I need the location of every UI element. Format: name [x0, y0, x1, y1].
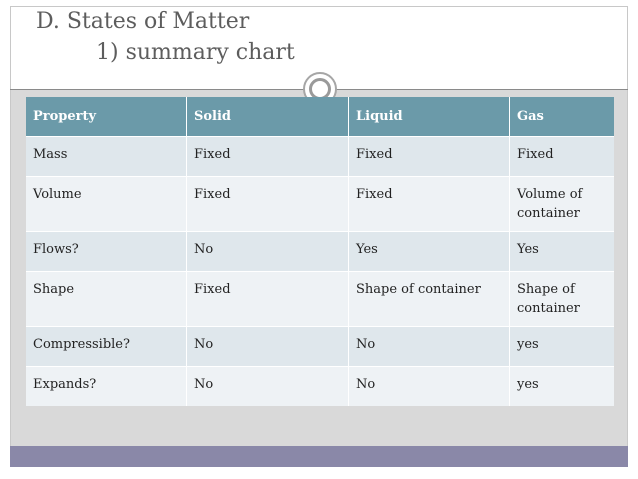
- cell-solid: Fixed: [187, 272, 349, 327]
- cell-solid: No: [187, 367, 349, 407]
- cell-gas: Fixed: [510, 137, 615, 177]
- cell-liquid: Fixed: [349, 137, 510, 177]
- cell-solid: Fixed: [187, 137, 349, 177]
- cell-solid: Fixed: [187, 177, 349, 232]
- cell-solid: No: [187, 327, 349, 367]
- slide-subtitle: 1) summary chart: [96, 40, 295, 65]
- cell-liquid: Yes: [349, 232, 510, 272]
- summary-table: [26, 97, 614, 406]
- cell-property: Shape: [26, 272, 187, 327]
- cell-gas: yes: [510, 327, 615, 367]
- header-gas: Gas: [510, 97, 615, 137]
- header-solid: Solid: [187, 97, 349, 137]
- table-row: [26, 272, 614, 327]
- table-row: [26, 177, 614, 232]
- cell-property: Volume: [26, 177, 187, 232]
- header-liquid: Liquid: [349, 97, 510, 137]
- slide-title: D. States of Matter: [36, 9, 250, 34]
- cell-property: Compressible?: [26, 327, 187, 367]
- cell-liquid: No: [349, 327, 510, 367]
- table-row: [26, 137, 614, 177]
- cell-gas: Shape of container: [510, 272, 615, 327]
- cell-liquid: Fixed: [349, 177, 510, 232]
- cell-property: Expands?: [26, 367, 187, 407]
- table-row: [26, 327, 614, 367]
- cell-solid: No: [187, 232, 349, 272]
- table-header-row: [26, 97, 614, 137]
- cell-property: Mass: [26, 137, 187, 177]
- cell-gas: Volume of container: [510, 177, 615, 232]
- table-row: [26, 367, 614, 407]
- cell-gas: yes: [510, 367, 615, 407]
- table-row: [26, 232, 614, 272]
- cell-liquid: No: [349, 367, 510, 407]
- footer-bar: [10, 446, 628, 467]
- cell-gas: Yes: [510, 232, 615, 272]
- header-property: Property: [26, 97, 187, 137]
- cell-liquid: Shape of container: [349, 272, 510, 327]
- cell-property: Flows?: [26, 232, 187, 272]
